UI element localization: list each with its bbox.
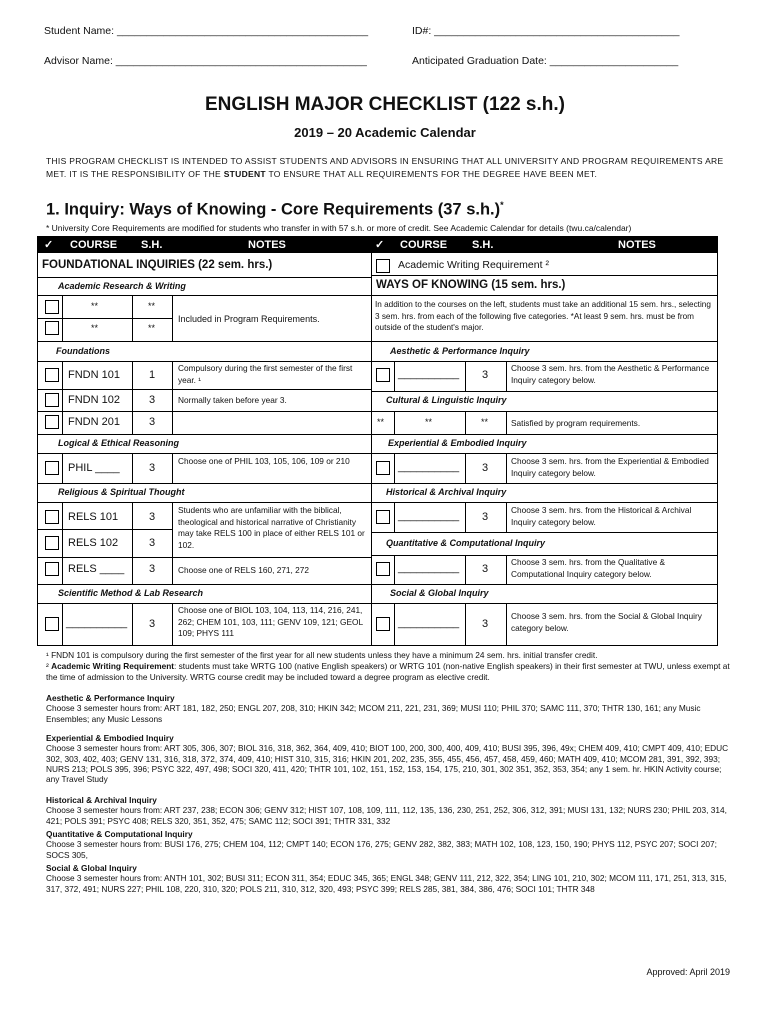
divider bbox=[394, 603, 395, 646]
notes-cell: Choose 3 sem. hrs. from the Experiential & Embodied Inquiry category below. bbox=[511, 456, 709, 478]
checkbox[interactable] bbox=[45, 321, 59, 335]
checkbox[interactable] bbox=[376, 510, 390, 524]
divider bbox=[62, 361, 63, 434]
sh-cell: 3 bbox=[149, 416, 156, 428]
notes-cell: Choose 3 sem. hrs. from the Qualitative & Computational Inquiry category below. bbox=[511, 557, 666, 579]
section-title: 1. Inquiry: Ways of Knowing - Core Requirements (37 s.h.)* bbox=[46, 200, 504, 219]
category-experiential: Experiential & Embodied Inquiry Choose 3 semester hours from: ART 305, 306, 307; BIOL 316, 318, 362, 364, 409, 410; BIOT 100, 200, 300, 400, 409, 410; BUSI 395, 396, 49x; CHEM 409, 410; CMPT 409, 410; EDUC 302, 303, 402, 403; GENV 131, 316, 318, 372, 374, 409, 410; HIST 310, 315, 316; HKIN 201, 202, 235, 355, 455, 456, 457, 458, 459, 460; MATH 409, 410; MCOM 281, 391, 392, 393; NURS 213; POLS 395, 396; PSYC 322, 497, 498; SOCI 320, 411, 420; THTR 101, 102, 151, 152, 153, 154, 175, 210, 301, 302 351, 352, 353, 354; any 1 sem. hr. HKIN Activity course; any Travel Study bbox=[46, 733, 729, 785]
divider bbox=[62, 453, 63, 483]
section-note: * University Core Requirements are modified for students who transfer in with 57 s.h. or more of credit. See Academic Calendar for details (twu.ca/calendar) bbox=[46, 223, 632, 233]
divider bbox=[38, 411, 371, 412]
sh-cell: 3 bbox=[149, 537, 156, 549]
course-header: COURSE bbox=[400, 239, 448, 251]
course-blank[interactable]: __________ bbox=[398, 617, 460, 629]
ways-of-knowing-heading: WAYS OF KNOWING (15 sem. hrs.) bbox=[376, 279, 566, 291]
divider bbox=[371, 434, 718, 435]
checkbox[interactable] bbox=[45, 510, 59, 524]
divider bbox=[394, 555, 395, 584]
sh-cell: 3 bbox=[149, 394, 156, 406]
divider bbox=[465, 603, 466, 646]
divider bbox=[132, 453, 133, 483]
course-cell: RELS 101 bbox=[68, 511, 119, 523]
sh-cell: ** bbox=[148, 323, 156, 333]
right-table-header bbox=[368, 237, 718, 253]
checkbox[interactable] bbox=[376, 617, 390, 631]
checkbox[interactable] bbox=[45, 368, 59, 382]
divider bbox=[371, 453, 718, 454]
approval-date: Approved: April 2019 bbox=[646, 967, 730, 977]
divider bbox=[371, 391, 718, 392]
checkbox[interactable] bbox=[376, 562, 390, 576]
divider bbox=[506, 502, 507, 532]
notes-header: NOTES bbox=[248, 239, 286, 251]
social-label: Social & Global Inquiry bbox=[390, 588, 489, 598]
divider bbox=[394, 453, 395, 483]
divider bbox=[38, 584, 371, 585]
divider bbox=[394, 502, 395, 532]
course-cell: RELS ____ bbox=[68, 563, 125, 575]
divider bbox=[38, 502, 371, 503]
divider bbox=[394, 411, 395, 434]
divider bbox=[132, 502, 133, 584]
scientific-label: Scientific Method & Lab Research bbox=[58, 588, 204, 598]
notes-cell: Compulsory during the first semester of the first year. ¹ bbox=[178, 363, 353, 385]
category-social: Social & Global Inquiry Choose 3 semester hours from: ANTH 101, 302; BUSI 311; ECON 311, 354; EDUC 345, 365; ENGL 348; GENV 111, 212, 322, 354; LING 101, 210, 302; MCOM 111, 171, 251, 313, 315, 317, 372, 491; NURS 227; PHIL 108, 220, 310, 320; POLS 211, 310, 312, 320, 493; PSYC 399; RELS 285, 381, 384, 386, 476; SOCI 101; THTR 348 bbox=[46, 863, 727, 894]
divider bbox=[371, 603, 718, 604]
page-subtitle: 2019 – 20 Academic Calendar bbox=[294, 125, 476, 140]
divider bbox=[172, 295, 173, 341]
divider bbox=[132, 603, 133, 646]
course-blank[interactable]: __________ bbox=[398, 562, 460, 574]
divider bbox=[371, 532, 718, 533]
foundational-heading: FOUNDATIONAL INQUIRIES (22 sem. hrs.) bbox=[42, 259, 273, 271]
divider bbox=[172, 361, 173, 434]
quant-label: Quantitative & Computational Inquiry bbox=[386, 538, 546, 548]
checkbox[interactable] bbox=[45, 300, 59, 314]
category-historical: Historical & Archival Inquiry Choose 3 semester hours from: ART 237, 238; ECON 306; GENV 312; HIST 107, 108, 109, 111, 112, 135, 136, 230, 251, 252, 306, 312, 391; MUSI 131, 132; NURS 230; PHIL 203, 314, 421; POLS 391; PSYC 408; RELS 320, 351, 352, 475; SAMC 112; SOCI 391; THTR 331, 332 bbox=[46, 795, 727, 826]
notes-cell: Choose 3 sem. hrs. from the Social & Global Inquiry category below. bbox=[511, 611, 702, 633]
wok-note: In addition to the courses on the left, students must take an additional 15 sem. hrs., selecting 3 sem. hrs. from each of the following five categories. *At least 9 sem. hrs. must be from outside of the student's major. bbox=[375, 300, 711, 332]
checkbox[interactable] bbox=[45, 536, 59, 550]
divider bbox=[38, 361, 371, 362]
category-aesthetic: Aesthetic & Performance Inquiry Choose 3 semester hours from: ART 181, 182, 250; ENGL 207, 208, 310; HKIN 342; MCOM 211, 221, 231, 369; MUSI 110; PHIL 370; SAMC 111, 370; THTR 130, 161; any Music Ensembles; any Music Lessons bbox=[46, 693, 701, 724]
check-header: ✓ bbox=[375, 239, 385, 251]
religious-label: Religious & Spiritual Thought bbox=[58, 487, 185, 497]
sh-cell: 3 bbox=[482, 369, 489, 381]
course-cell: ** bbox=[91, 323, 99, 333]
course-blank[interactable]: __________ bbox=[398, 368, 460, 380]
course-blank[interactable]: __________ bbox=[66, 617, 128, 629]
historical-label: Historical & Archival Inquiry bbox=[386, 487, 507, 497]
requirements-table bbox=[37, 236, 718, 646]
category-quantitative: Quantitative & Computational Inquiry Choose 3 semester hours from: BUSI 176, 275; CHEM 104, 112; CMPT 140; ECON 176, 275; GENV 282, 382, 383; MATH 102, 108, 123, 150, 190; PHYS 112, PSYC 207; SOCI 207; SOCS 305, bbox=[46, 829, 717, 860]
sh-cell: 3 bbox=[149, 563, 156, 575]
divider bbox=[38, 277, 371, 278]
course-cell: PHIL ____ bbox=[68, 462, 120, 474]
sh-cell: ** bbox=[481, 417, 489, 427]
checkbox[interactable] bbox=[45, 461, 59, 475]
notes-cell: Choose one of BIOL 103, 104, 113, 114, 216, 241, 262; CHEM 101, 103, 111; GENV 109, 121; GEOL 109; PHYS 111 bbox=[178, 605, 363, 638]
divider bbox=[172, 502, 173, 584]
divider bbox=[371, 275, 718, 276]
course-blank[interactable]: __________ bbox=[398, 510, 460, 522]
divider bbox=[371, 411, 718, 412]
footnote-2: ² Academic Writing Requirement: students must take WRTG 100 (native English speakers) or WRTG 101 (non-native English speakers) in their first semester at TWU, unless exempt at the time of admission to the University. WRTG course credit may be included toward a degree program as elective credit. bbox=[46, 661, 730, 682]
divider bbox=[371, 555, 718, 556]
sh-cell: 3 bbox=[149, 618, 156, 630]
cultural-label: Cultural & Linguistic Inquiry bbox=[386, 395, 507, 405]
left-table-header bbox=[38, 237, 378, 253]
divider bbox=[371, 295, 718, 296]
divider bbox=[38, 557, 371, 558]
divider bbox=[371, 584, 718, 585]
aesthetic-label: Aesthetic & Performance Inquiry bbox=[390, 346, 530, 356]
divider bbox=[506, 555, 507, 584]
graduation-date-field[interactable]: Anticipated Graduation Date: ______________________ bbox=[412, 55, 679, 67]
divider bbox=[371, 483, 718, 484]
check-header: ✓ bbox=[44, 239, 54, 251]
divider bbox=[371, 502, 718, 503]
experiential-label: Experiential & Embodied Inquiry bbox=[388, 438, 527, 448]
checkbox[interactable] bbox=[376, 259, 390, 273]
notes-cell: Choose one of PHIL 103, 105, 106, 109 or 210 bbox=[178, 456, 350, 466]
divider bbox=[38, 453, 371, 454]
center-divider bbox=[371, 253, 372, 646]
notes-cell: Choose 3 sem. hrs. from the Aesthetic & Performance Inquiry category below. bbox=[511, 363, 710, 385]
checkbox[interactable] bbox=[376, 368, 390, 382]
divider bbox=[172, 603, 173, 646]
notes-cell: Choose one of RELS 160, 271, 272 bbox=[178, 565, 310, 575]
course-header: COURSE bbox=[70, 239, 118, 251]
acad-research-label: Academic Research & Writing bbox=[58, 281, 186, 291]
foundations-label: Foundations bbox=[56, 346, 110, 356]
sh-cell: 3 bbox=[149, 462, 156, 474]
divider bbox=[172, 453, 173, 483]
checkbox[interactable] bbox=[45, 562, 59, 576]
sh-cell: 3 bbox=[482, 563, 489, 575]
course-cell: FNDN 201 bbox=[68, 416, 120, 428]
divider bbox=[38, 318, 172, 319]
divider bbox=[371, 341, 718, 342]
divider bbox=[465, 502, 466, 532]
check-cell: ** bbox=[377, 417, 385, 427]
notes-cell: Satisfied by program requirements. bbox=[511, 418, 641, 428]
divider bbox=[38, 603, 371, 604]
divider bbox=[38, 341, 371, 342]
divider bbox=[371, 361, 718, 362]
id-field[interactable]: ID#: __________________________________________ bbox=[412, 25, 680, 37]
intro-text: THIS PROGRAM CHECKLIST IS INTENDED TO ASSIST STUDENTS AND ADVISORS IN ENSURING THAT ALL UNIVERSITY AND PROGRAM REQUIREMENTS ARE MET. IT IS THE RESPONSIBILITY OF THE STUDENT TO ENSURE THAT ALL REQUIREMENTS FOR THE DEGREE HAVE BEEN MET. bbox=[46, 156, 724, 179]
sh-cell: ** bbox=[148, 301, 156, 311]
divider bbox=[394, 361, 395, 391]
page-title: ENGLISH MAJOR CHECKLIST (122 s.h.) bbox=[205, 94, 565, 115]
sh-header: S.H. bbox=[141, 239, 163, 251]
sh-cell: 3 bbox=[482, 618, 489, 630]
divider bbox=[38, 295, 371, 296]
divider bbox=[465, 555, 466, 584]
course-cell: RELS 102 bbox=[68, 537, 119, 549]
sh-cell: 3 bbox=[149, 511, 156, 523]
divider bbox=[465, 411, 466, 434]
course-cell: FNDN 101 bbox=[68, 369, 120, 381]
course-cell: FNDN 102 bbox=[68, 394, 120, 406]
sh-cell: 1 bbox=[149, 369, 156, 381]
included-note: Included in Program Requirements. bbox=[178, 314, 320, 324]
notes-header: NOTES bbox=[618, 239, 656, 251]
course-blank[interactable]: __________ bbox=[398, 461, 460, 473]
divider bbox=[132, 361, 133, 434]
divider bbox=[38, 389, 371, 390]
sh-cell: 3 bbox=[482, 462, 489, 474]
checkbox[interactable] bbox=[376, 461, 390, 475]
advisor-name-field[interactable]: Advisor Name: ___________________________________________ bbox=[44, 55, 367, 67]
checkbox[interactable] bbox=[45, 415, 59, 429]
divider bbox=[62, 603, 63, 646]
divider bbox=[38, 434, 371, 435]
divider bbox=[506, 411, 507, 434]
logical-label: Logical & Ethical Reasoning bbox=[58, 438, 180, 448]
divider bbox=[465, 361, 466, 391]
divider bbox=[38, 529, 172, 530]
checkbox[interactable] bbox=[45, 617, 59, 631]
academic-writing-requirement: Academic Writing Requirement ² bbox=[398, 259, 549, 271]
notes-cell: Choose 3 sem. hrs. from the Historical & Archival Inquiry category below. bbox=[511, 505, 692, 527]
notes-cell: Students who are unfamiliar with the biblical, theological and historical narrative of Christianity may take RELS 100 in place of either RELS 101 or 102. bbox=[178, 505, 365, 550]
divider bbox=[506, 453, 507, 483]
sh-header: S.H. bbox=[472, 239, 494, 251]
divider bbox=[465, 453, 466, 483]
course-cell: ** bbox=[91, 301, 99, 311]
divider bbox=[506, 603, 507, 646]
course-cell: ** bbox=[425, 417, 433, 427]
footnote-1: ¹ FNDN 101 is compulsory during the first semester of the first year for all new students unless they have a minimum 24 sem. hrs. initial transfer credit. bbox=[46, 650, 598, 660]
divider bbox=[62, 502, 63, 584]
checkbox[interactable] bbox=[45, 393, 59, 407]
sh-cell: 3 bbox=[482, 511, 489, 523]
notes-cell: Normally taken before year 3. bbox=[178, 395, 287, 405]
divider bbox=[38, 483, 371, 484]
divider bbox=[506, 361, 507, 391]
student-name-field[interactable]: Student Name: ___________________________________________ bbox=[44, 25, 369, 37]
